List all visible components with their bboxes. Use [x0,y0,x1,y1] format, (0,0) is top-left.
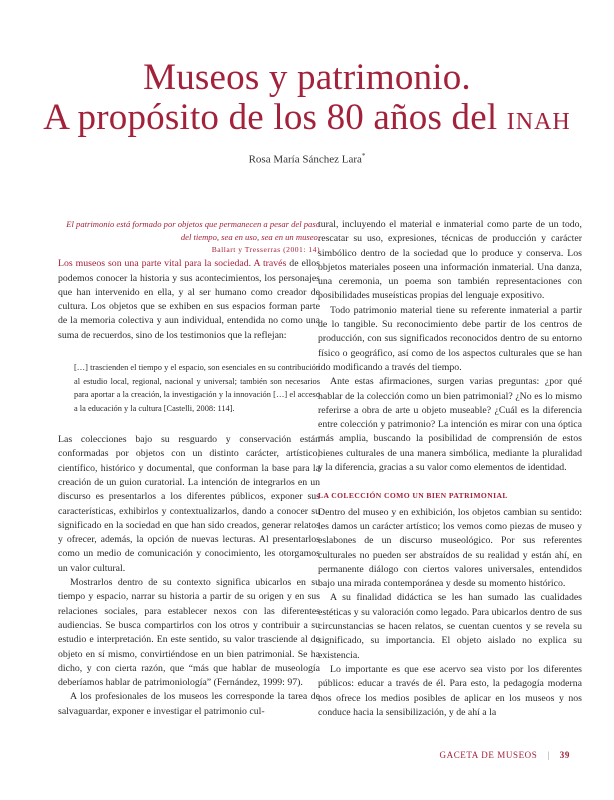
block-quote: […] trascienden el tiempo y el espacio, son esenciales en su contribución al estudio local, regional, nacional y universal; también son necesarios para aportar a la creación, la investigación y la innovación […] el acceso a la educación y la cultura [Castelli, 2008: 114]. [74,363,320,413]
paragraph-intro [58,257,320,343]
paragraph-collections: Las colecciones bajo su resguardo y conservación están conformadas por objetos con un distinto carácter, artístico, científico, histórico y documental, que conforman la base para la creación de un guion curatorial. La intención de integrarlos en un discurso es presentarlos a los diferentes públicos, exponer sus características, exhibirlos y contextualizarlos, dando a conocer su significado en la sociedad en que han sido creados, generar relatos y ofrecer, además, la opción de nuevas lecturas. Al presentarlos como un medio de comunicación y conocimiento, les otorgamos un valor cultural. [58,434,320,574]
author-byline [0,152,614,166]
paragraph-context: Mostrarlos dentro de su contexto significa ubicarlos en su tiempo y espacio, narrar su historia a partir de su origen y en sus relaciones sociales, para establecer nexos con las diferentes audiencias. Se busca compartirlos con los otros y contribuir a su estudio e interpretación. En este sentido, su valor trasciende al de objeto en sí mismo, convirtiéndose en un bien patrimonial. Se ha dicho, y con cierta razón, que “más que hablar de museología deberíamos hablar de patrimoniología” (Fernández, 1999: 97). [58,577,320,689]
title-inah: INAH [506,109,571,135]
intro-rest: de ellos podemos conocer la historia y sus acontecimientos, los personajes que han intervenido en ella, y al ser humano como creador de cultura. Los objetos que se exhiben en sus espacios forman parte de la memoria colectiva y aun individual, entendida no como una suma de recuerdos, sino de los testimonios que la reflejan: [58,258,320,341]
author-name: Rosa María Sánchez Lara [248,153,362,166]
paragraph-professionals: A los profesionales de los museos les corresponde la tarea de salvaguardar, exponer e investigar el patrimonio cul- [58,691,320,717]
author-footnote-mark: * [361,152,366,160]
epigraph-citation: Ballart y Tresserras (2001: 14) [211,245,320,254]
title-line-2-main: A propósito de los 80 años del [43,97,507,138]
left-column [58,218,320,719]
title-line-1: Museos y patrimonio. [143,57,471,98]
epigraph-text: El patrimonio está formado por objetos que permanecen a pesar del paso del tiempo, sea en uso, sea en un museo. [66,219,320,242]
publication-name: GACETA DE MUSEOS [439,750,538,760]
footer-separator: | [547,750,550,760]
page-footer [440,750,571,760]
paragraph-museum-exhibit: Dentro del museo y en exhibición, los objetos cambian su sentido: les damos un carácter artístico; los vemos como piezas de museo y eslabones de un discurso museológico. Por sus referentes culturales no pueden ser abstraídos de su realidad y están ahí, en permanente diálogo con ciertos valores universales, entendidos bajo una mirada contemporánea y desde su momento histórico. [318,506,582,590]
paragraph-continued: tural, incluyendo el material e inmaterial como parte de un todo, rescatar su uso, expresiones, técnicas de producción y carácter simbólico dentro de la sociedad que lo produce y conserva. Los objetos materiales poseen una información inmaterial. Una danza, una ceremonia, un poema son también representaciones con posibilidades museísticas propias del lenguaje expositivo. [318,219,582,302]
section-heading: LA COLECCIÓN COMO UN BIEN PATRIMONIAL [318,491,508,501]
paragraph-audiences: Lo importante es que ese acervo sea visto por los diferentes públicos: educar a través de él. Para esto, la pedagogía moderna nos ofrece los medios posibles de aplicar en los museos y nos conduce hacia la sensibilización, y de ahí a la [318,663,582,718]
paragraph-heritage: Todo patrimonio material tiene su referente inmaterial a partir de lo tangible. Su reconocimiento debe partir de los centros de producción, con sus significados reconocidos dentro de su entorno físico o geográfico, así como de los aspectos culturales que se han ido modificando a través del tiempo. [318,304,582,373]
page-number: 39 [559,750,570,760]
paragraph-questions: Ante estas afirmaciones, surgen varias preguntas: ¿por qué hablar de la colección como un bien patrimonial? ¿No es lo mismo referirse a obra de arte u objeto museable? ¿Cuál es la diferencia entre colección y patrimonio? La intención es mirar con una óptica más amplia, buscando la posibilidad de comprensión de estos bienes culturales de una manera simbólica, mediante la pluralidad y la diferencia, gracias a su valor como elementos de identidad. [318,376,582,474]
article-title [0,58,614,142]
title-line-2 [0,98,614,142]
lead-in: Los museos son una parte vital para la sociedad. A través [58,258,287,270]
paragraph-didactic: A su finalidad didáctica se les han sumado las cualidades estéticas y su valoración como legado. Para ubicarlos dentro de sus circunstancias se hacen relatos, se cuentan cuentos y se revela su significado, su importancia. El objeto aislado no explica su existencia. [318,592,582,661]
right-column [318,218,582,720]
